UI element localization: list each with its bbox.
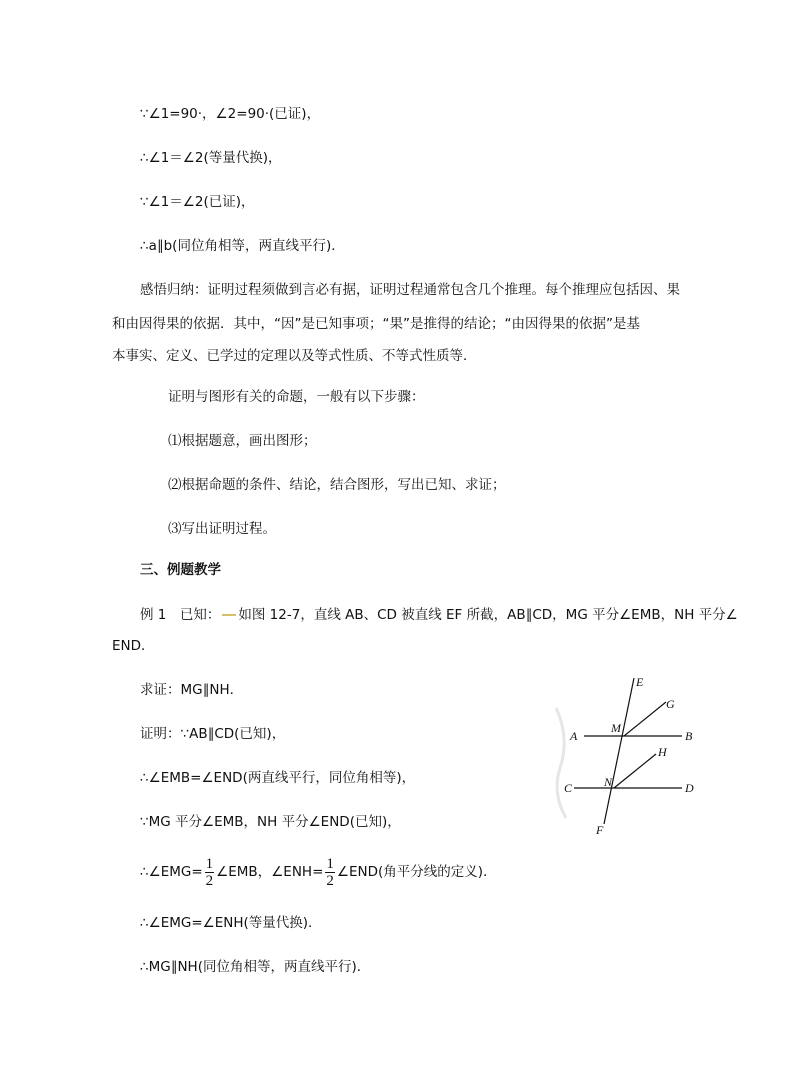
proof-step-5: ∴∠EMG=∠ENH(等量代换)． xyxy=(140,915,322,931)
example-line-1 xyxy=(140,605,738,625)
label-B: B xyxy=(685,729,693,743)
example-label: 例 1 已知： xyxy=(140,607,221,623)
fraction-half-2: $\frac{1}{2}$ xyxy=(326,855,334,889)
line-EF xyxy=(604,678,634,824)
steps-intro: 证明与图形有关的命题，一般有以下步骤： xyxy=(168,389,425,405)
proof-line-4: ∴a∥b(同位角相等，两直线平行)． xyxy=(140,238,345,254)
label-G: G xyxy=(666,697,675,711)
example-line-2: END． xyxy=(112,638,155,654)
section-heading: 三、例题教学 xyxy=(140,562,221,578)
label-D: D xyxy=(685,781,694,795)
summary-line-3: 本事实、定义、已学过的定理以及等式性质、不等式性质等． xyxy=(112,348,477,364)
label-M: M xyxy=(611,721,621,735)
step-3: ⑶写出证明过程。 xyxy=(168,521,276,537)
label-F: F xyxy=(596,823,604,837)
label-H: H xyxy=(658,745,667,759)
watermark-mark xyxy=(556,708,566,818)
proof-step-2: ∴∠EMB=∠END(两直线平行，同位角相等)， xyxy=(140,770,416,786)
proof-step-3: ∵MG 平分∠EMB，NH 平分∠END(已知)， xyxy=(140,814,401,830)
example-text: 如图 12-7，直线 AB、CD 被直线 EF 所截，AB∥CD，MG 平分∠EMB，NH 平分∠ xyxy=(238,607,738,623)
step-1: ⑴根据题意，画出图形； xyxy=(168,433,317,449)
geometry-figure xyxy=(548,668,708,838)
proof-step-4: ∴∠EMG= $\frac{1}{2}$ ∠EMB，∠ENH= $\frac{1}{2}$ ∠END(角平分线的定义)． xyxy=(140,855,497,889)
line-MG xyxy=(624,702,666,736)
to-prove: 求证：MG∥NH． xyxy=(140,682,244,698)
proof-line-2: ∴∠1＝∠2(等量代换)， xyxy=(140,150,282,166)
proof-step-6: ∴MG∥NH(同位角相等，两直线平行)． xyxy=(140,959,371,975)
proof-step-1: 证明：∵AB∥CD(已知)， xyxy=(140,726,286,742)
blank-mark xyxy=(222,614,236,616)
label-N: N xyxy=(604,775,613,789)
proof-line-3: ∵∠1＝∠2(已证)， xyxy=(140,194,255,210)
label-A: A xyxy=(570,729,578,743)
proof-line-1: ∵∠1=90·，∠2=90·(已证)， xyxy=(140,106,321,122)
fraction-half-1: $\frac{1}{2}$ xyxy=(205,855,214,889)
summary-line-2: 和由因得果的依据．其中，“因”是已知事项；“果”是推得的结论；“由因得果的依据”是基 xyxy=(112,316,640,332)
label-C: C xyxy=(564,781,573,795)
step-2: ⑵根据命题的条件、结论，结合图形，写出已知、求证； xyxy=(168,477,506,493)
summary-line-1: 感悟归纳：证明过程须做到言必有据，证明过程通常包含几个推理。每个推理应包括因、果 xyxy=(140,282,680,298)
label-E: E xyxy=(636,675,644,689)
line-NH xyxy=(614,754,656,788)
